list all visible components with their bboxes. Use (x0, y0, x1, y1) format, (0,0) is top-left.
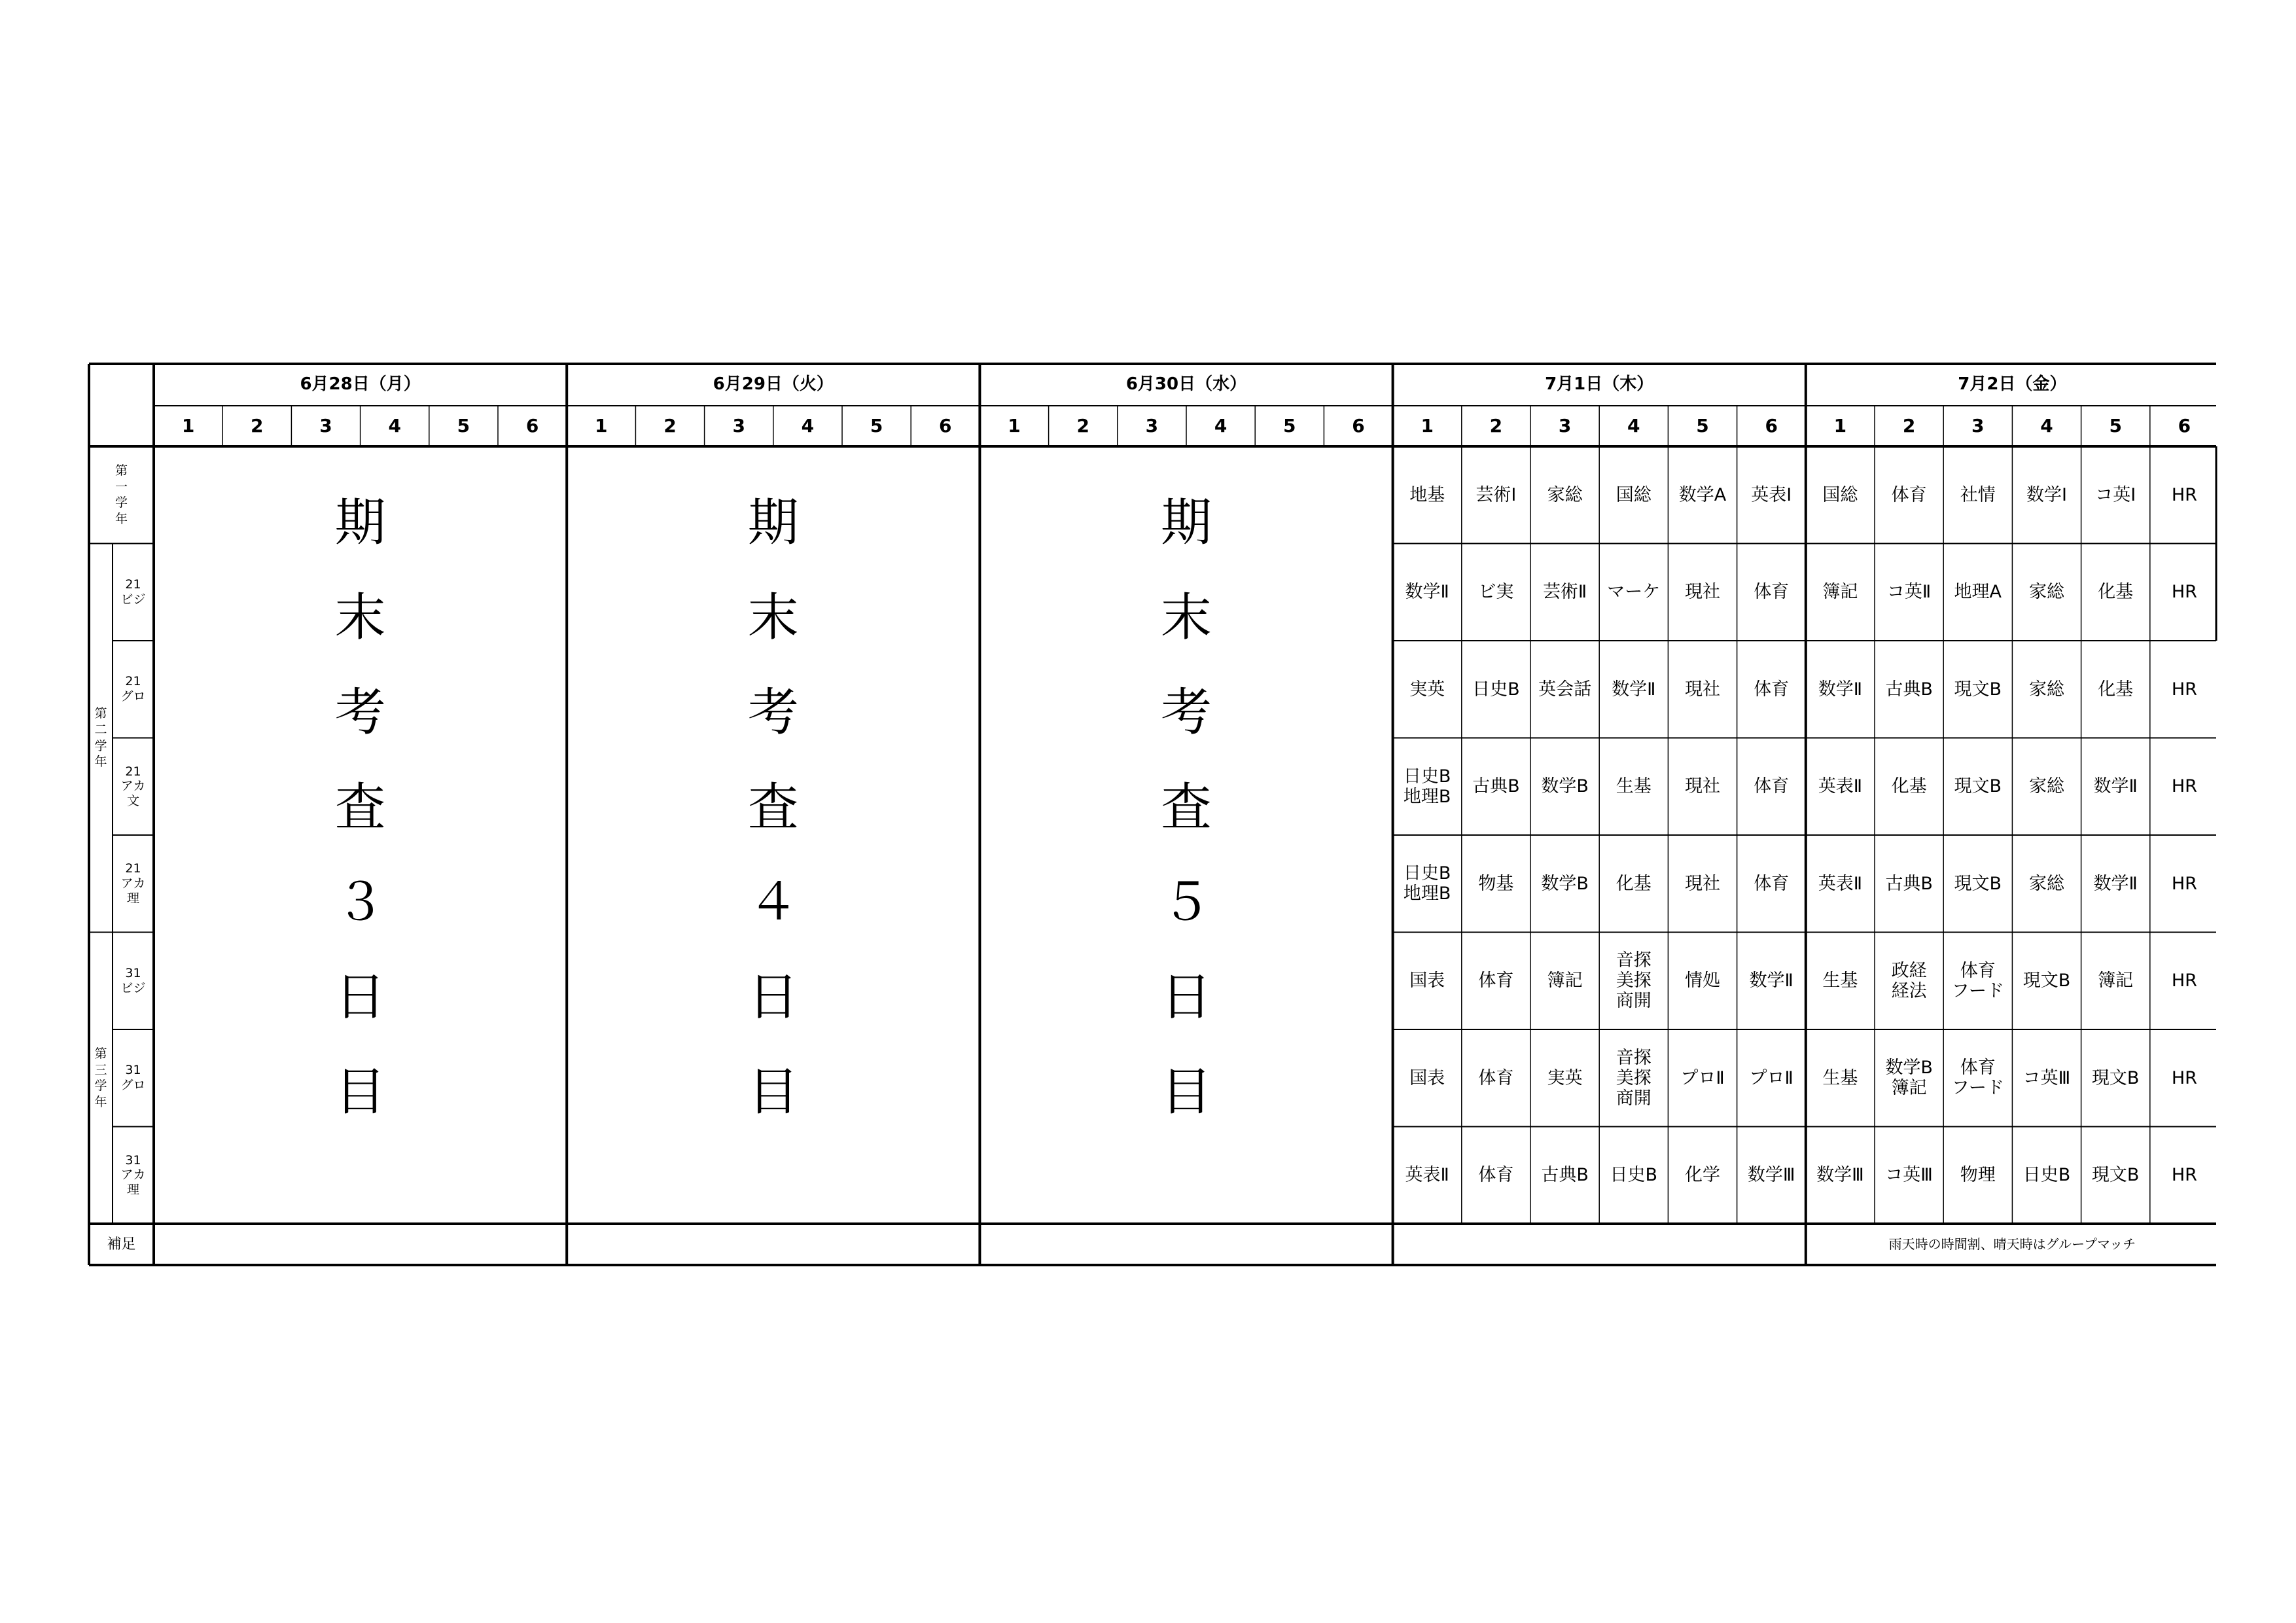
subject-cell: 現文B (2091, 1165, 2140, 1186)
class-label: 21 アカ 理 (120, 861, 146, 906)
subject-cell: HR (2171, 873, 2197, 894)
period-number: 4 (2040, 414, 2053, 437)
subject-cell: 英表Ⅰ (1751, 484, 1792, 505)
subject-cell: 古典B (1541, 1165, 1589, 1186)
subject-cell: 現文B (1954, 873, 2002, 894)
period-number: 5 (870, 414, 883, 437)
subject-cell: HR (2171, 1067, 2197, 1088)
subject-cell: 家総 (1547, 484, 1583, 505)
footer-note (567, 1224, 980, 1265)
exam-label-char: 考 (334, 683, 386, 743)
subject-cell: コ英Ⅱ (1886, 582, 1932, 603)
day-header: 7月1日（木） (1545, 374, 1654, 395)
subject-cell: 化基 (1616, 873, 1651, 894)
period-number: 6 (939, 414, 952, 437)
subject-cell: 化学 (1684, 1165, 1720, 1186)
period-number: 3 (732, 414, 745, 437)
subject-cell: 数学B 簿記 (1885, 1058, 1933, 1099)
subject-cell: HR (2171, 679, 2197, 700)
subject-cell: ビ実 (1478, 582, 1514, 603)
subject-cell: 体育 (1478, 1067, 1514, 1088)
subject-cell: 現文B (2022, 971, 2071, 991)
subject-cell: 数学B (1541, 776, 1589, 797)
subject-cell: 数学Ⅱ (2093, 776, 2138, 797)
subject-cell: 日史B (1610, 1165, 1658, 1186)
class-label: 31 ビジ (120, 965, 146, 995)
subject-cell: 古典B (1885, 873, 1933, 894)
subject-cell: 数学Ⅱ (1749, 971, 1793, 991)
footer-note (980, 1224, 1392, 1265)
exam-label-char: 期 (1160, 493, 1212, 553)
subject-cell: 数学Ⅱ (1405, 582, 1449, 603)
subject-cell: 日史B 地理B (1403, 766, 1451, 807)
subject-cell: 数学Ⅲ (1816, 1165, 1864, 1186)
subject-cell: 情処 (1684, 971, 1720, 991)
class-label: 21 ビジ (120, 577, 146, 607)
period-number: 3 (1971, 414, 1985, 437)
grade-label-first: 第 一 学 年 (115, 463, 128, 526)
exam-label-char: 目 (334, 1063, 386, 1122)
subject-cell: 体育 フード (1951, 960, 2004, 1001)
subject-cell: 現社 (1684, 582, 1720, 603)
footer-note (1393, 1224, 1806, 1265)
exam-label-char: ３ (334, 873, 386, 933)
exam-label-char: 日 (747, 968, 799, 1027)
subject-cell: 国表 (1409, 1067, 1445, 1088)
exam-label-char: 目 (1160, 1063, 1212, 1122)
subject-cell: 現文B (1954, 776, 2002, 797)
subject-cell: 現社 (1684, 776, 1720, 797)
period-number: 2 (663, 414, 677, 437)
subject-cell: 英会話 (1538, 679, 1592, 700)
subject-cell: 現文B (2091, 1067, 2140, 1088)
subject-cell: 生基 (1822, 1067, 1858, 1088)
period-number: 2 (1489, 414, 1503, 437)
subject-cell: 化基 (2098, 679, 2134, 700)
subject-cell: 家総 (2028, 873, 2064, 894)
subject-cell: 英表Ⅱ (1818, 873, 1863, 894)
subject-cell: HR (2171, 582, 2197, 603)
period-number: 3 (1145, 414, 1159, 437)
class-label: 21 グロ (120, 674, 146, 704)
subject-cell: 日史B 地理B (1403, 863, 1451, 904)
period-number: 4 (388, 414, 401, 437)
period-number: 6 (525, 414, 539, 437)
period-number: 6 (1765, 414, 1778, 437)
subject-cell: 体育 (1754, 776, 1790, 797)
subject-cell: プロⅡ (1680, 1067, 1725, 1088)
subject-cell: 簿記 (1547, 971, 1583, 991)
exam-label-char: ４ (747, 873, 799, 933)
subject-cell: コ英Ⅰ (2095, 484, 2136, 505)
subject-cell: 生基 (1616, 776, 1651, 797)
subject-cell: HR (2171, 776, 2197, 797)
subject-cell: 家総 (2028, 679, 2064, 700)
subject-cell: 古典B (1472, 776, 1520, 797)
period-number: 5 (2109, 414, 2122, 437)
class-label: 31 アカ 理 (120, 1152, 146, 1198)
subject-cell: 体育 (1478, 971, 1514, 991)
period-number: 3 (1558, 414, 1572, 437)
subject-cell: 簿記 (2098, 971, 2134, 991)
subject-cell: 数学Ⅱ (2093, 873, 2138, 894)
subject-cell: 英表Ⅱ (1405, 1165, 1449, 1186)
subject-cell: HR (2171, 971, 2197, 991)
period-number: 1 (1833, 414, 1847, 437)
exam-label-char: 末 (334, 588, 386, 648)
grade-label-second: 第 二 学 年 (94, 706, 107, 770)
exam-label-char: 末 (1160, 588, 1212, 648)
period-number: 6 (2178, 414, 2191, 437)
exam-label-char: 査 (334, 778, 386, 838)
class-label: 21 アカ 文 (120, 764, 146, 809)
subject-cell: 国総 (1822, 484, 1858, 505)
subject-cell: 国表 (1409, 971, 1445, 991)
exam-label-char: 日 (334, 968, 386, 1027)
class-label: 31 グロ (120, 1063, 146, 1093)
subject-cell: 体育 (1754, 679, 1790, 700)
exam-label-char: 査 (1160, 778, 1212, 838)
subject-cell: 体育 (1891, 484, 1927, 505)
subject-cell: 英表Ⅱ (1818, 776, 1863, 797)
subject-cell: 体育 フード (1951, 1058, 2004, 1099)
subject-cell: マーケ (1607, 582, 1661, 603)
day-header: 6月28日（月） (300, 374, 421, 395)
subject-cell: HR (2171, 1165, 2197, 1186)
footer-note (154, 1224, 567, 1265)
subject-cell: 化基 (1891, 776, 1927, 797)
exam-label-char: ５ (1160, 873, 1212, 933)
subject-cell: 簿記 (1822, 582, 1858, 603)
subject-cell: 数学B (1541, 873, 1589, 894)
subject-cell: 地基 (1409, 484, 1445, 505)
period-number: 5 (1283, 414, 1296, 437)
subject-cell: 地理A (1954, 582, 2002, 603)
period-number: 1 (1008, 414, 1021, 437)
subject-cell: 芸術Ⅱ (1542, 582, 1587, 603)
subject-cell: 化基 (2098, 582, 2134, 603)
subject-cell: 音探 美探 商開 (1616, 1047, 1651, 1109)
subject-cell: 実英 (1409, 679, 1445, 700)
period-number: 4 (801, 414, 815, 437)
day-header: 6月30日（水） (1125, 374, 1247, 395)
footer-note: 雨天時の時間割、晴天時はグループマッチ (1888, 1236, 2136, 1252)
subject-cell: 実英 (1547, 1067, 1583, 1088)
subject-cell: 日史B (1472, 679, 1520, 700)
grade-label-third: 第 三 学 年 (94, 1046, 107, 1109)
exam-label-char: 末 (747, 588, 799, 648)
period-number: 6 (1352, 414, 1365, 437)
subject-cell: 社情 (1960, 484, 1996, 505)
footer-label: 補足 (107, 1236, 136, 1253)
period-number: 4 (1627, 414, 1640, 437)
period-number: 5 (457, 414, 470, 437)
period-number: 3 (319, 414, 332, 437)
exam-label-char: 目 (747, 1063, 799, 1122)
subject-cell: 数学Ⅰ (2026, 484, 2067, 505)
day-header: 6月29日（火） (713, 374, 834, 395)
subject-cell: 物理 (1960, 1165, 1996, 1186)
exam-label-char: 考 (1160, 683, 1212, 743)
subject-cell: HR (2171, 484, 2197, 505)
subject-cell: 家総 (2028, 582, 2064, 603)
subject-cell: 数学Ⅱ (1612, 679, 1656, 700)
period-number: 1 (181, 414, 195, 437)
subject-cell: 現社 (1684, 873, 1720, 894)
subject-cell: 国総 (1616, 484, 1651, 505)
subject-cell: 現社 (1684, 679, 1720, 700)
exam-label-char: 査 (747, 778, 799, 838)
period-number: 2 (1076, 414, 1089, 437)
subject-cell: 現文B (1954, 679, 2002, 700)
subject-cell: 生基 (1822, 971, 1858, 991)
period-number: 2 (251, 414, 264, 437)
subject-cell: プロⅡ (1749, 1067, 1793, 1088)
period-number: 4 (1214, 414, 1227, 437)
subject-cell: 家総 (2028, 776, 2064, 797)
exam-label-char: 考 (747, 683, 799, 743)
exam-label-char: 期 (747, 493, 799, 553)
subject-cell: 古典B (1885, 679, 1933, 700)
subject-cell: 政経 経法 (1891, 960, 1927, 1001)
period-number: 5 (1696, 414, 1709, 437)
subject-cell: コ英Ⅲ (2022, 1067, 2071, 1088)
subject-cell: 数学A (1678, 484, 1727, 505)
subject-cell: 芸術Ⅰ (1475, 484, 1517, 505)
period-number: 2 (1902, 414, 1916, 437)
subject-cell: コ英Ⅲ (1885, 1165, 1933, 1186)
subject-cell: 体育 (1754, 582, 1790, 603)
subject-cell: 数学Ⅱ (1818, 679, 1863, 700)
period-number: 1 (595, 414, 608, 437)
subject-cell: 物基 (1478, 873, 1514, 894)
exam-label-char: 期 (334, 493, 386, 553)
subject-cell: 日史B (2022, 1165, 2071, 1186)
subject-cell: 数学Ⅲ (1747, 1165, 1795, 1186)
subject-cell: 体育 (1754, 873, 1790, 894)
period-number: 1 (1421, 414, 1434, 437)
day-header: 7月2日（金） (1958, 374, 2067, 395)
exam-label-char: 日 (1160, 968, 1212, 1027)
subject-cell: 音探 美探 商開 (1616, 950, 1651, 1012)
subject-cell: 体育 (1478, 1165, 1514, 1186)
